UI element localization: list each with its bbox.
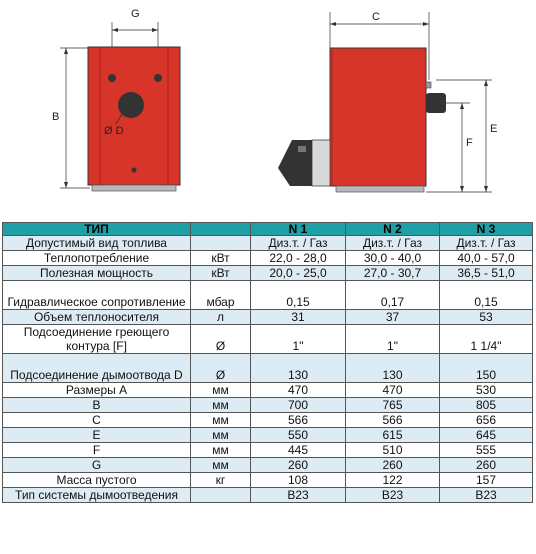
value-cell-n2: 37 bbox=[346, 310, 440, 325]
side-body bbox=[330, 48, 426, 186]
table-row bbox=[3, 325, 533, 354]
value-cell-n3: 645 bbox=[440, 428, 533, 443]
value-cell-n1: Диз.т. / Газ bbox=[251, 236, 346, 251]
unit-cell: мм bbox=[191, 458, 251, 473]
unit-cell: Ø bbox=[191, 354, 251, 383]
table-row bbox=[3, 251, 533, 266]
unit-cell: кВт bbox=[191, 251, 251, 266]
header-unit bbox=[191, 223, 251, 236]
value-cell-n1: 0,15 bbox=[251, 281, 346, 310]
unit-cell: мм bbox=[191, 443, 251, 458]
unit-cell: мм bbox=[191, 383, 251, 398]
table-row bbox=[3, 458, 533, 473]
front-view bbox=[52, 8, 180, 191]
value-cell-n3: B23 bbox=[440, 488, 533, 503]
dim-e-label: E bbox=[490, 123, 498, 135]
value-cell-n2: 0,17 bbox=[346, 281, 440, 310]
value-cell-n2: 27,0 - 30,7 bbox=[346, 266, 440, 281]
table-row bbox=[3, 428, 533, 443]
flue-outlet bbox=[426, 93, 446, 113]
value-cell-n1: 22,0 - 28,0 bbox=[251, 251, 346, 266]
value-cell-n2: 30,0 - 40,0 bbox=[346, 251, 440, 266]
value-cell-n3: 260 bbox=[440, 458, 533, 473]
dim-d-label: Ø D bbox=[104, 125, 124, 137]
unit-cell: кг bbox=[191, 473, 251, 488]
dim-b-label: B bbox=[52, 111, 60, 123]
unit-cell bbox=[191, 488, 251, 503]
param-name-cell: B bbox=[3, 398, 191, 413]
table-row bbox=[3, 413, 533, 428]
value-cell-n2: 260 bbox=[346, 458, 440, 473]
dim-f-label: F bbox=[466, 137, 473, 149]
value-cell-n3: 36,5 - 51,0 bbox=[440, 266, 533, 281]
table-row bbox=[3, 236, 533, 251]
value-cell-n3: Диз.т. / Газ bbox=[440, 236, 533, 251]
value-cell-n2: 1" bbox=[346, 325, 440, 354]
param-name-cell: Допустимый вид топлива bbox=[3, 236, 191, 251]
value-cell-n2: 122 bbox=[346, 473, 440, 488]
value-cell-n1: 260 bbox=[251, 458, 346, 473]
unit-cell: кВт bbox=[191, 266, 251, 281]
table-row bbox=[3, 310, 533, 325]
table-row bbox=[3, 488, 533, 503]
value-cell-n2: 510 bbox=[346, 443, 440, 458]
value-cell-n2: Диз.т. / Газ bbox=[346, 236, 440, 251]
front-base bbox=[92, 185, 176, 191]
unit-cell: мм bbox=[191, 398, 251, 413]
param-name-cell: Тип системы дымоотведения bbox=[3, 488, 191, 503]
value-cell-n2: 566 bbox=[346, 413, 440, 428]
param-name-cell: Объем теплоносителя bbox=[3, 310, 191, 325]
spec-table bbox=[2, 222, 533, 503]
value-cell-n1: 1" bbox=[251, 325, 346, 354]
spec-header-row bbox=[3, 223, 533, 236]
param-name-cell: Теплопотребление bbox=[3, 251, 191, 266]
value-cell-n1: 470 bbox=[251, 383, 346, 398]
value-cell-n3: 555 bbox=[440, 443, 533, 458]
table-row bbox=[3, 383, 533, 398]
value-cell-n3: 0,15 bbox=[440, 281, 533, 310]
value-cell-n1: 550 bbox=[251, 428, 346, 443]
value-cell-n1: 566 bbox=[251, 413, 346, 428]
header-type: ТИП bbox=[3, 223, 191, 236]
value-cell-n2: 615 bbox=[346, 428, 440, 443]
burner bbox=[278, 140, 330, 186]
param-name-cell: F bbox=[3, 443, 191, 458]
header-n2: N 2 bbox=[346, 223, 440, 236]
unit-cell: мбар bbox=[191, 281, 251, 310]
value-cell-n3: 1 1/4" bbox=[440, 325, 533, 354]
table-row bbox=[3, 473, 533, 488]
unit-cell: Ø bbox=[191, 325, 251, 354]
value-cell-n1: B23 bbox=[251, 488, 346, 503]
value-cell-n1: 31 bbox=[251, 310, 346, 325]
dim-g-label: G bbox=[131, 8, 140, 20]
table-row bbox=[3, 281, 533, 310]
param-name-cell: Размеры A bbox=[3, 383, 191, 398]
value-cell-n3: 530 bbox=[440, 383, 533, 398]
param-name-cell: Полезная мощность bbox=[3, 266, 191, 281]
boiler-drawings bbox=[0, 0, 536, 222]
value-cell-n2: 765 bbox=[346, 398, 440, 413]
param-name-cell: E bbox=[3, 428, 191, 443]
param-name-cell: Масса пустого bbox=[3, 473, 191, 488]
header-n3: N 3 bbox=[440, 223, 533, 236]
value-cell-n3: 805 bbox=[440, 398, 533, 413]
value-cell-n2: 470 bbox=[346, 383, 440, 398]
header-n1: N 1 bbox=[251, 223, 346, 236]
side-view bbox=[278, 11, 497, 192]
value-cell-n3: 157 bbox=[440, 473, 533, 488]
value-cell-n3: 150 bbox=[440, 354, 533, 383]
table-row bbox=[3, 443, 533, 458]
unit-cell: л bbox=[191, 310, 251, 325]
table-row bbox=[3, 354, 533, 383]
value-cell-n1: 108 bbox=[251, 473, 346, 488]
side-base bbox=[336, 186, 424, 192]
table-row bbox=[3, 266, 533, 281]
value-cell-n2: 130 bbox=[346, 354, 440, 383]
value-cell-n1: 20,0 - 25,0 bbox=[251, 266, 346, 281]
param-name-cell: Гидравлическое сопротивление bbox=[3, 281, 191, 310]
value-cell-n1: 130 bbox=[251, 354, 346, 383]
unit-cell bbox=[191, 236, 251, 251]
value-cell-n3: 53 bbox=[440, 310, 533, 325]
value-cell-n1: 445 bbox=[251, 443, 346, 458]
value-cell-n3: 40,0 - 57,0 bbox=[440, 251, 533, 266]
param-name-cell: G bbox=[3, 458, 191, 473]
table-row bbox=[3, 398, 533, 413]
value-cell-n1: 700 bbox=[251, 398, 346, 413]
value-cell-n2: B23 bbox=[346, 488, 440, 503]
param-name-cell: C bbox=[3, 413, 191, 428]
unit-cell: мм bbox=[191, 413, 251, 428]
param-name-cell: Подсоединение греющего контура [F] bbox=[3, 325, 191, 354]
value-cell-n3: 656 bbox=[440, 413, 533, 428]
dim-c-label: C bbox=[372, 11, 380, 23]
param-name-cell: Подсоединение дымоотвода D bbox=[3, 354, 191, 383]
unit-cell: мм bbox=[191, 428, 251, 443]
